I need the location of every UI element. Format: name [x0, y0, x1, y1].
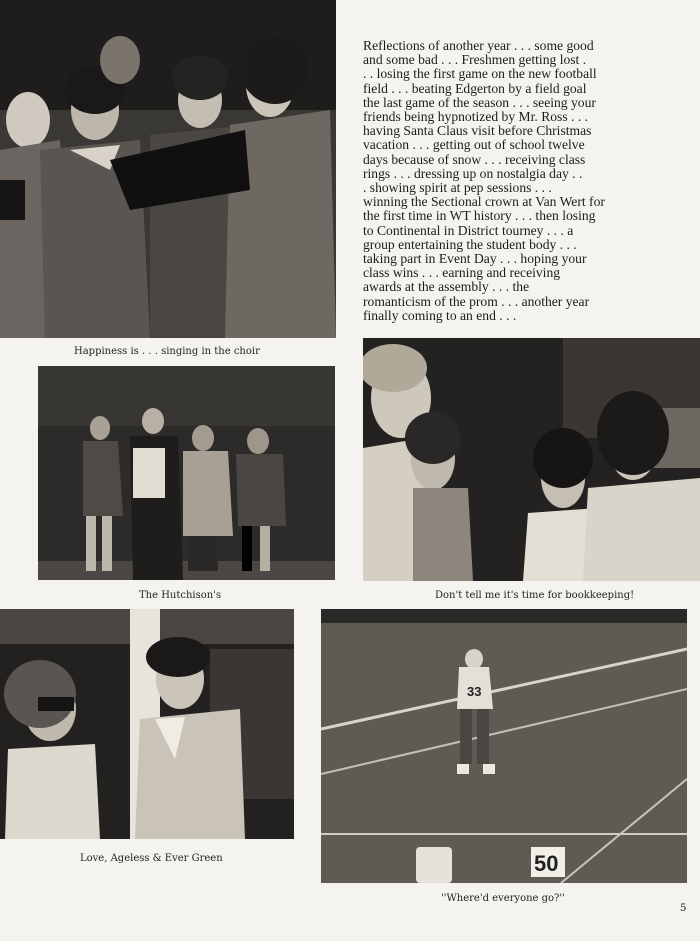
jersey-number: 33	[467, 684, 482, 699]
essay-line: group entertaining the student body . . .	[363, 236, 577, 252]
essay-line: Reflections of another year . . . some good	[363, 38, 594, 53]
essay-line: class wins . . . earning and receiving	[363, 265, 561, 281]
hutchisons-photo	[38, 366, 335, 580]
essay-line: to Continental in District tourney . . . a	[363, 222, 574, 238]
yard-marker: 50	[534, 851, 559, 876]
essay-line: vacation . . . getting out of school twelve	[363, 137, 585, 153]
essay-line: days because of snow . . . receiving class	[363, 151, 586, 167]
essay-line: romanticism of the prom . . . another year	[363, 293, 590, 309]
choir-photo	[0, 0, 336, 338]
essay-line: . . losing the first game on the new football	[363, 66, 597, 82]
choir-caption: Happiness is . . . singing in the choir	[74, 346, 260, 357]
essay-line: having Santa Claus visit before Christmas	[363, 123, 592, 139]
essay-line: rings . . . dressing up on nostalgia day . .	[363, 165, 583, 181]
essay-line: awards at the assembly . . . the	[363, 279, 530, 295]
essay-line: friends being hypnotized by Mr. Ross . . .	[363, 109, 589, 125]
essay-line: taking part in Event Day . . . hoping your	[363, 251, 587, 267]
essay-line: winning the Sectional crown at Van Wert for	[363, 194, 605, 210]
essay-line: the last game of the season . . . seeing your	[363, 94, 596, 110]
essay-line: finally coming to an end . . .	[363, 307, 517, 323]
bookkeeping-photo	[363, 338, 700, 581]
hutchisons-caption: The Hutchison's	[139, 590, 222, 601]
love-caption: Love, Ageless & Ever Green	[80, 853, 223, 864]
love-photo	[0, 609, 294, 839]
page-number: 5	[680, 903, 687, 914]
essay-text	[363, 39, 655, 323]
essay-line: field . . . beating Edgerton by a field goal	[363, 80, 587, 96]
essay-line: the first time in WT history . . . then losing	[363, 208, 596, 224]
essay-line: and some bad . . . Freshmen getting lost .	[363, 52, 587, 68]
football-caption: ''Where'd everyone go?''	[441, 893, 565, 904]
bookkeeping-caption: Don't tell me it's time for bookkeeping!	[435, 590, 635, 601]
football-photo	[321, 609, 687, 883]
essay-line: . showing spirit at pep sessions . . .	[363, 180, 552, 196]
